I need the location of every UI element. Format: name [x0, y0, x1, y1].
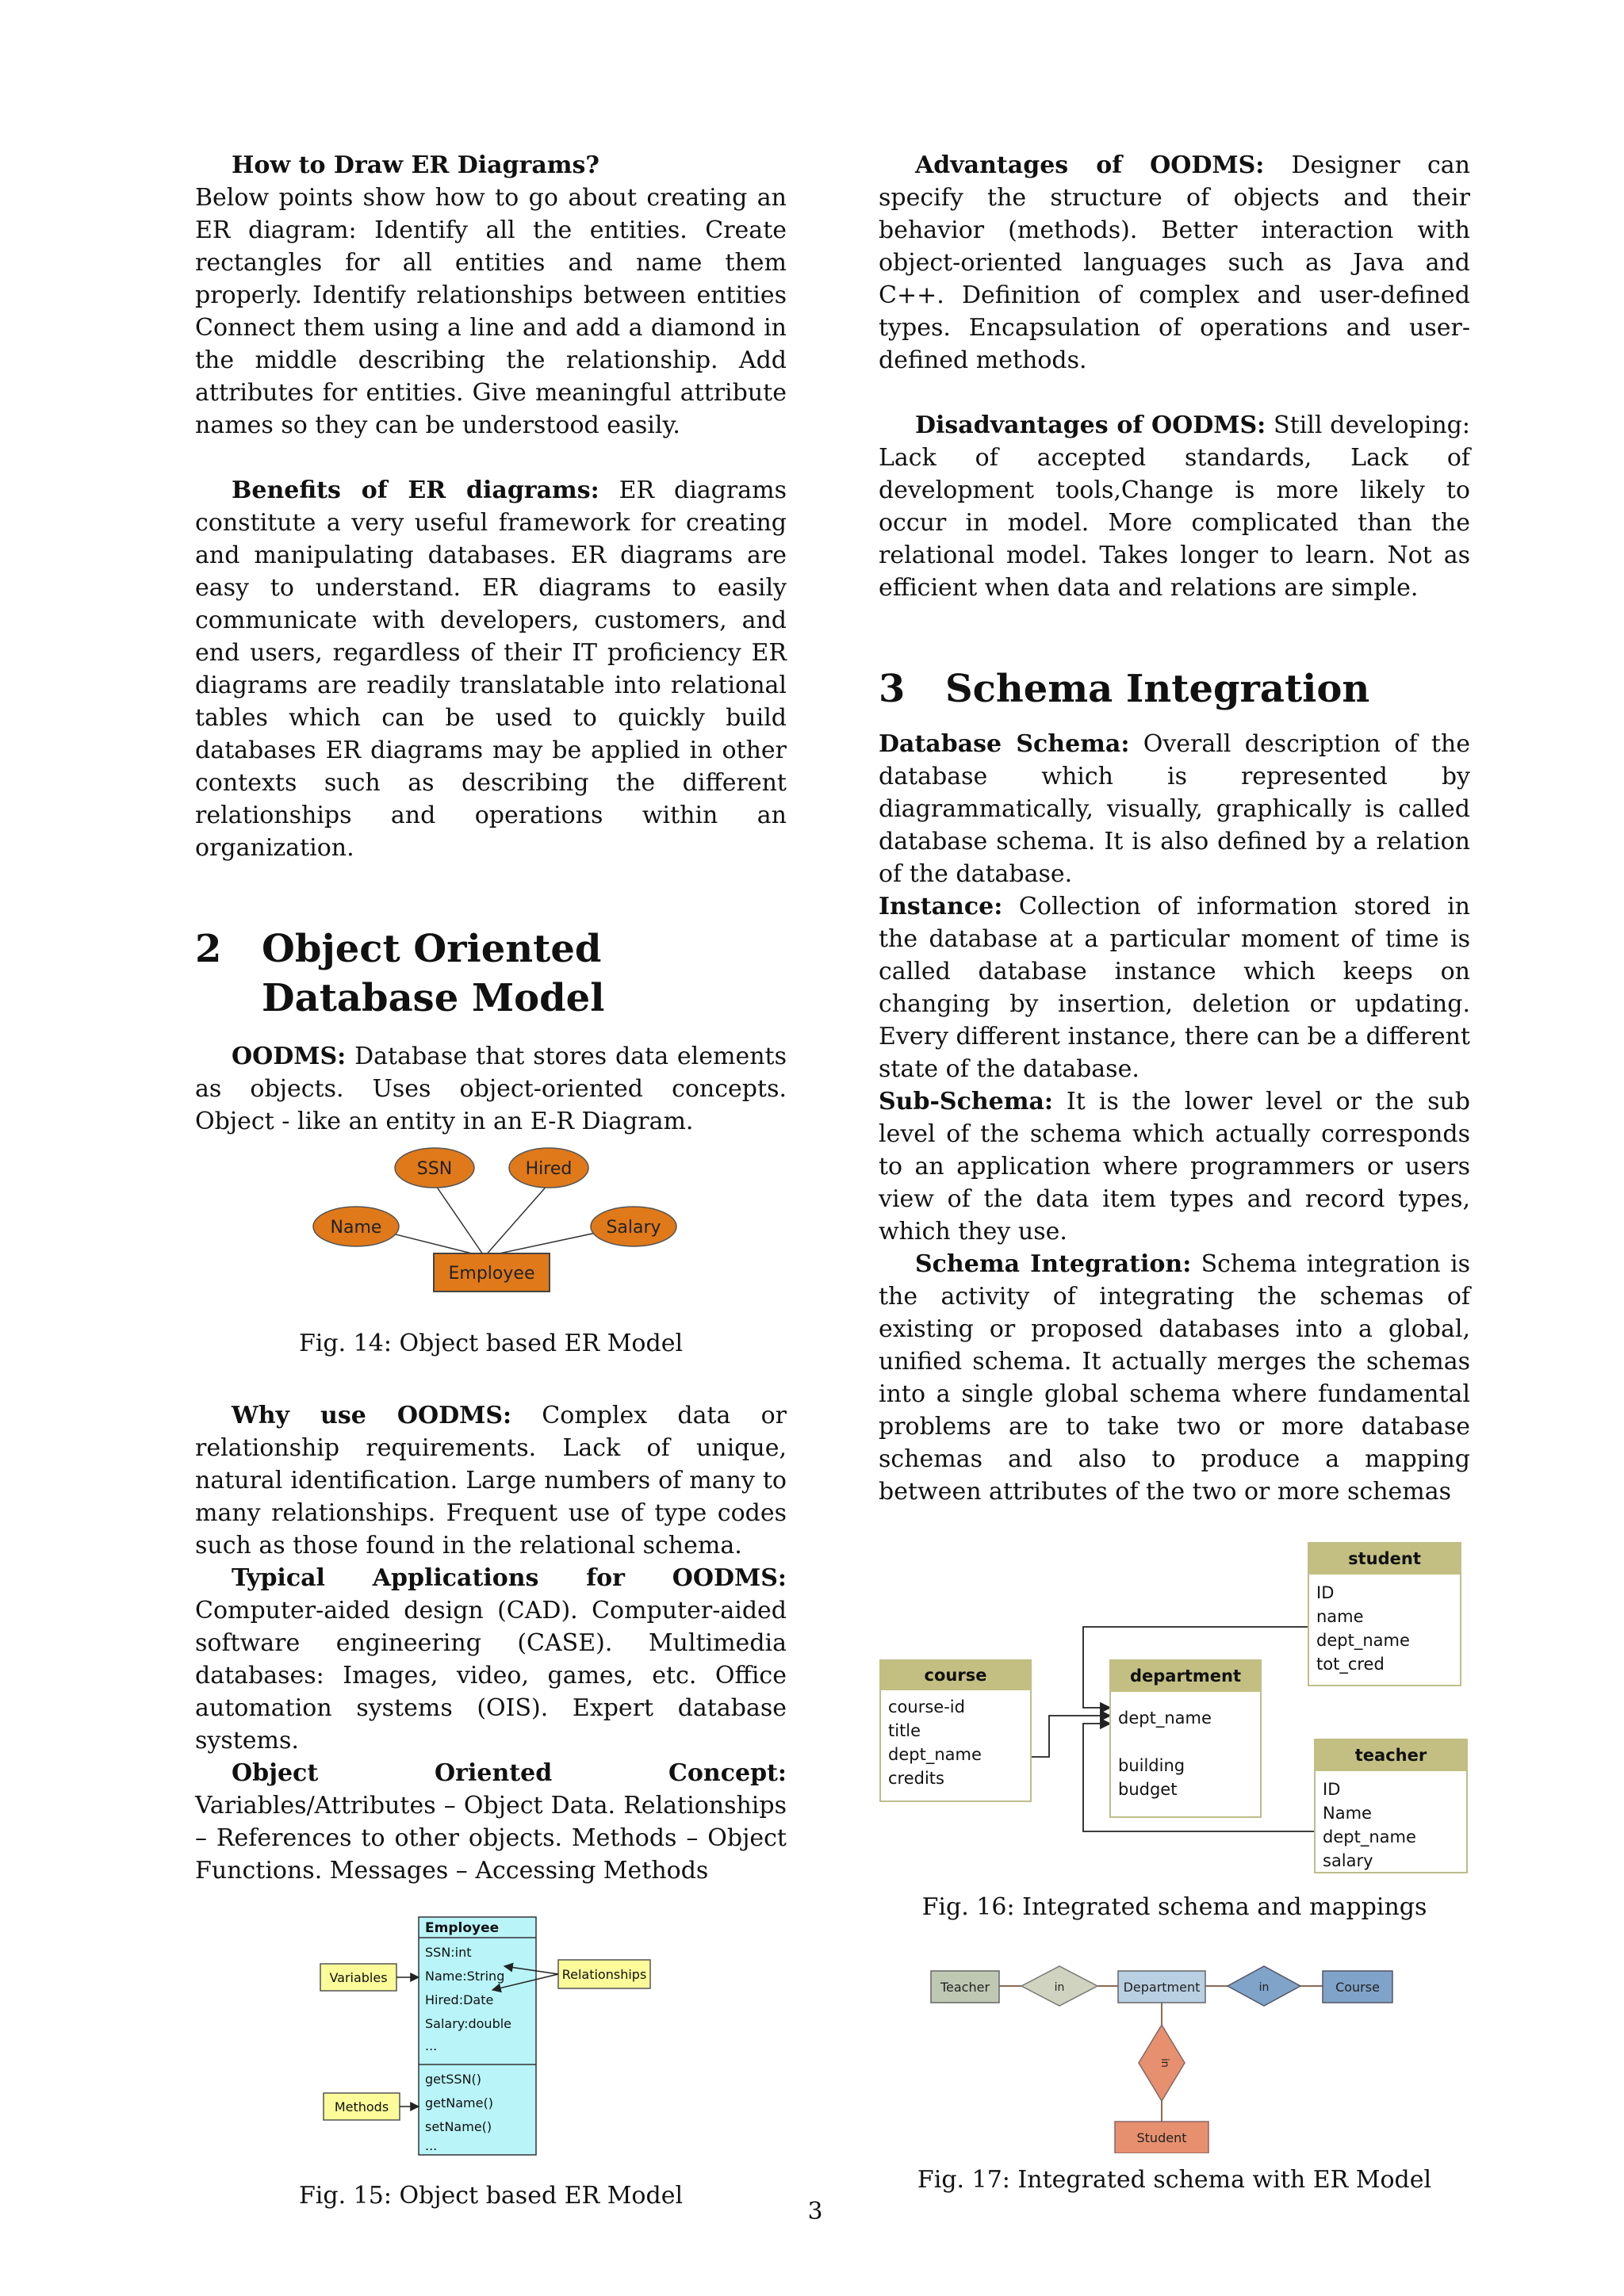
page-number: 3	[807, 2198, 823, 2225]
attr-hired-label: Hired	[525, 1159, 573, 1179]
oodms-paragraph: OODMS: Database that stores data elements as objects. Uses object-oriented concepts. Object - like an entity in an E-R Diagram.	[195, 1043, 787, 1135]
er-department-label: Department	[1123, 1980, 1201, 1995]
teacher-field-3: dept_name	[1323, 1827, 1416, 1846]
student-field-4: tot_cred	[1316, 1655, 1385, 1674]
department-field-4: budget	[1118, 1780, 1178, 1799]
instance-paragraph: Instance: Collection of information stored in the database at a particular moment of time is called database instance which keeps on changing by insertion, deletion or updating. Every different instance, there can be a different state of the database.	[879, 893, 1470, 1083]
figure-14-caption: Fig. 14: Object based ER Model	[298, 1330, 684, 1357]
class-attr-1: SSN:int	[425, 1945, 472, 1960]
student-table-title: student	[1348, 1549, 1421, 1568]
entity-employee-label: Employee	[448, 1264, 535, 1284]
figure-15-caption: Fig. 15: Object based ER Model	[298, 2182, 684, 2210]
variables-label: Variables	[329, 1970, 388, 1985]
course-field-1: course-id	[888, 1697, 965, 1716]
class-method-1: getSSN()	[425, 2072, 482, 2087]
advantages-paragraph: Advantages of OODMS: Designer can specify the structure of objects and their behavior (methods). Better interaction with object-oriented languages such as Java and C++. Definition of complex and user-defined types. Encapsulation of operations and user-defined methods.	[879, 151, 1470, 374]
er-course-label: Course	[1335, 1980, 1380, 1995]
oo-concept-paragraph: Object Oriented Concept: Variables/Attributes – Object Data. Relationships – References to other objects. Methods – Object Functions. Messages – Accessing Methods	[195, 1759, 787, 1885]
left-column	[195, 149, 787, 2212]
class-method-2: getName()	[425, 2095, 493, 2110]
class-name: Employee	[425, 1920, 500, 1936]
course-table-title: course	[924, 1666, 987, 1685]
department-field-3: building	[1118, 1756, 1185, 1775]
student-field-1: ID	[1316, 1583, 1335, 1602]
database-schema-paragraph: Database Schema: Overall description of the database which is represented by diagrammatically, visually, graphically is called database schema. It is also defined by a relation of the database.	[879, 730, 1471, 888]
howto-paragraph: Below points show how to go about creating an ER diagram: Identify all the entities. Create rectangles for all entities and name them properly. Identify relationships between entities Connect them using a line and add a diamond in the middle describing the relationship. Add attributes for entities. Give meaningful attribute names so they can be understood easily.	[195, 184, 787, 439]
teacher-field-2: Name	[1323, 1804, 1372, 1823]
relationships-label: Relationships	[561, 1967, 647, 1982]
er-teacher-label: Teacher	[940, 1980, 990, 1995]
sub-schema-paragraph: Sub-Schema: It is the lower level or the sub level of the schema which actually corresponds to an application where programmers or users view of the data item types and record types, which they use.	[879, 1088, 1470, 1246]
disadvantages-paragraph: Disadvantages of OODMS: Still developing: Lack of accepted standards, Lack of development tools,Change is more likely to occur in model. More complicated than the relational model. Takes longer to learn. Not as efficient when data and relations are simple.	[879, 411, 1470, 602]
class-attr-5: ...	[425, 2038, 438, 2053]
teacher-table-title: teacher	[1354, 1746, 1427, 1765]
figure-17-diagram	[879, 1947, 1470, 2153]
section-3-heading: 3 Schema Integration	[879, 667, 1370, 711]
why-oodms-paragraph: Why use OODMS: Complex data or relationship requirements. Lack of unique, natural identification. Large numbers of many to many relationships. Frequent use of type codes such as those found in the relational schema.	[195, 1402, 787, 1559]
schema-integration-paragraph: Schema Integration: Schema integration is the activity of integrating the schemas of existing or proposed databases into a global, unified schema. It actually merges the schemas into a single global schema where fundamental problems are to take two or more database schemas and also to produce a mapping between attributes of the two or more schemas	[879, 1250, 1470, 1506]
department-field-1: dept_name	[1118, 1709, 1212, 1728]
figure-17-caption: Fig. 17: Integrated schema with ER Model	[917, 2166, 1432, 2194]
course-field-4: credits	[888, 1769, 944, 1788]
typical-applications-paragraph: Typical Applications for OODMS: Computer-aided design (CAD). Computer-aided software engineering (CASE). Multimedia databases: Images, video, games, etc. Office automation systems (OIS). Expert database systems.	[195, 1564, 787, 1755]
course-field-3: dept_name	[888, 1745, 982, 1764]
right-column	[879, 149, 1470, 2196]
methods-label: Methods	[334, 2099, 389, 2114]
figure-16-diagram	[879, 1525, 1470, 1874]
figure-15-diagram	[195, 1909, 787, 2171]
figure-14-diagram	[195, 1138, 787, 1320]
course-field-2: title	[888, 1721, 921, 1740]
class-method-4: ...	[425, 2138, 438, 2153]
er-in-2-label: in	[1258, 1981, 1270, 1994]
benefits-paragraph: Benefits of ER diagrams: ER diagrams constitute a very useful framework for creating and manipulating databases. ER diagrams are easy to understand. ER diagrams to easily communicate with developers, customers, and end users, regardless of their IT proficiency ER diagrams are readily translatable into relational tables which can be used to quickly build databases ER diagrams may be applied in other contexts such as describing the different relationships and operations within an organization.	[195, 476, 787, 862]
er-in-3-label: in	[1159, 2058, 1170, 2068]
er-student-label: Student	[1136, 2130, 1187, 2145]
section-2-heading: 2 Object Oriented Database Model	[195, 927, 605, 1020]
class-attr-4: Salary:double	[425, 2016, 512, 2031]
howto-heading: How to Draw ER Diagrams?	[232, 151, 599, 179]
class-attr-3: Hired:Date	[425, 1992, 494, 2007]
teacher-field-1: ID	[1323, 1780, 1341, 1799]
er-in-1-label: in	[1054, 1981, 1065, 1994]
class-attr-2: Name:String	[425, 1969, 505, 1984]
student-field-3: dept_name	[1316, 1631, 1410, 1650]
class-method-3: setName()	[425, 2119, 492, 2134]
department-table-title: department	[1130, 1667, 1241, 1686]
figure-16-caption: Fig. 16: Integrated schema and mappings	[921, 1893, 1427, 1921]
attr-ssn-label: SSN	[416, 1159, 453, 1179]
attr-salary-label: Salary	[606, 1218, 661, 1238]
teacher-field-4: salary	[1323, 1851, 1373, 1870]
attr-name-label: Name	[330, 1218, 382, 1238]
student-field-2: name	[1316, 1607, 1364, 1626]
